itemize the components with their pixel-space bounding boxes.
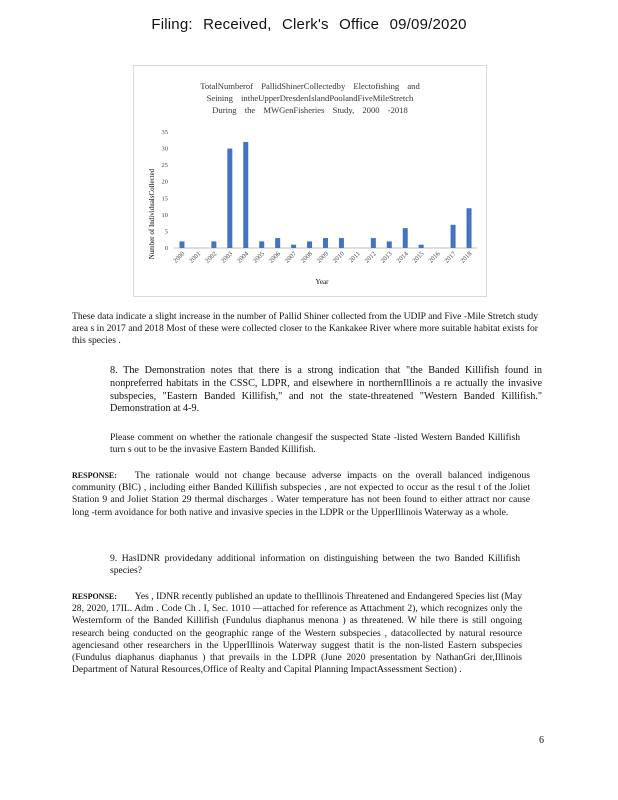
y-tick-label: 20 xyxy=(161,178,168,186)
x-tick-label: 2017 xyxy=(443,250,458,265)
bar-2013 xyxy=(387,241,392,248)
y-axis-label: Number of IndividualsCollected xyxy=(148,168,156,260)
response-label: RESPONSE: xyxy=(72,471,117,480)
response-label-2: RESPONSE: xyxy=(72,592,117,601)
bar-2018 xyxy=(467,208,472,248)
x-tick-label: 2001 xyxy=(188,250,203,265)
x-tick-label: 2004 xyxy=(236,250,251,265)
bar-2003 xyxy=(227,149,232,248)
response-9 xyxy=(72,591,522,676)
x-tick-label: 2018 xyxy=(459,250,474,265)
bar-2007 xyxy=(291,245,296,248)
x-tick-label: 2012 xyxy=(363,250,378,265)
bar-2014 xyxy=(403,228,408,248)
bar-2015 xyxy=(419,245,424,248)
x-tick-label: 2006 xyxy=(267,250,283,265)
x-tick-label: 2007 xyxy=(283,250,299,265)
page-number: 6 xyxy=(539,735,544,746)
y-tick-label: 15 xyxy=(161,195,168,203)
chart-title-line-2: Seining intheUpperDresdenIslandPoolandFiveMileStretch xyxy=(206,93,414,103)
x-tick-label: 2002 xyxy=(204,250,219,265)
x-tick-label: 2014 xyxy=(395,250,410,265)
x-tick-label: 2015 xyxy=(411,250,426,265)
bar-2010 xyxy=(339,238,344,248)
paragraph-pallid-shiner: These data indicate a slight increase in the number of Pallid Shiner collected from the UDIP and Five -Mile Stretch study area s in 2017 and 2018 Most of these were collected closer to the Kankakee River where more suitable habitat exists for this species . xyxy=(72,311,538,347)
x-axis-label: Year xyxy=(315,278,329,286)
chart-plot xyxy=(134,66,486,296)
x-tick-label: 2008 xyxy=(299,250,314,265)
x-tick-label: 2016 xyxy=(427,250,442,265)
x-tick-label: 2010 xyxy=(331,250,346,265)
bar-2008 xyxy=(307,241,312,248)
response-8 xyxy=(72,470,530,519)
y-tick-label: 30 xyxy=(161,145,168,153)
y-tick-label: 0 xyxy=(164,245,168,252)
question-8-comment: Please comment on whether the rationale changesif the suspected State -listed Western Banded Killifish turn s out to be the invasive Eastern Banded Killifish. xyxy=(110,432,520,456)
question-9: 9. HasIDNR providedany additional information on distinguishing between the two Banded Killifish species? xyxy=(110,553,520,577)
y-tick-label: 5 xyxy=(164,228,168,236)
question-8: 8. The Demonstration notes that there is a strong indication that "the Banded Killifish found in nonpreferred habitats in the CSSC, LDPR, and elsewhere in northernIllinois a re actually the invasive subspecies, "Eastern Banded Killifish," and not the state-threatened "Western Banded Killifish." Demonstration at 4-9. xyxy=(110,365,542,415)
bar-2006 xyxy=(275,238,280,248)
y-tick-label: 35 xyxy=(161,129,168,136)
bar-2000 xyxy=(179,241,184,248)
x-tick-label: 2005 xyxy=(251,250,267,265)
bar-2005 xyxy=(259,241,264,248)
bar-2009 xyxy=(323,238,328,248)
y-tick-label: 10 xyxy=(161,211,168,219)
pallid-shiner-chart xyxy=(133,65,487,297)
response-8-text: The rationale would not change because adverse impacts on the overall balanced indigenous community (BIC) , including either Banded Killifish subspecies , are not expected to occur as the resul t of the Joliet Station 9 and Joliet Station 29 thermal discharges . Water temperature has not been found to either attract nor cause long -term avoidance for both native and invasive species in the LDPR or the UpperIllinois Waterway as a whole. xyxy=(72,470,530,518)
x-tick-label: 2011 xyxy=(347,250,362,265)
filing-stamp: Filing: Received, Clerk's Office 09/09/2020 xyxy=(151,16,467,33)
x-tick-label: 2000 xyxy=(172,250,187,265)
response-9-text: Yes , IDNR recently published an update to theIllinois Threatened and Endangered Species list (May 28, 2020, 17IL. Adm . Code Ch . I, Sec. 1010 —attached for reference as Attachment 2), which recognizes only the Westernform of the Banded Killifish (Fundulus diaphanus menona ) as threatened. W hile there is still ongoing research being conducted on the geographic range of the Western subspecies , datacollected by natural resource agenciesand other researchers in the UpperIllinois Waterway suggest thatit is the non-listed Eastern subspecies (Fundulus diaphanus diaphanus ) that prevails in the LDPR (June 2020 presentation by NathanGri der,Illinois Department of Natural Resources,Office of Realty and Capital Planning ImpactAssessment Section) . xyxy=(72,591,522,676)
y-tick-label: 25 xyxy=(161,162,168,170)
chart-title-line-1: TotalNumberof PallidShinerCollectedby Electofishing and xyxy=(200,81,420,91)
x-tick-label: 2009 xyxy=(315,250,330,265)
bar-2004 xyxy=(243,142,248,248)
bar-2012 xyxy=(371,238,376,248)
bar-2017 xyxy=(451,225,456,248)
chart-title-line-3: During the MWGenFisheries Study, 2000 -2018 xyxy=(212,105,408,115)
x-tick-label: 2013 xyxy=(379,250,394,265)
bar-2002 xyxy=(211,241,216,248)
x-tick-label: 2003 xyxy=(220,250,235,265)
